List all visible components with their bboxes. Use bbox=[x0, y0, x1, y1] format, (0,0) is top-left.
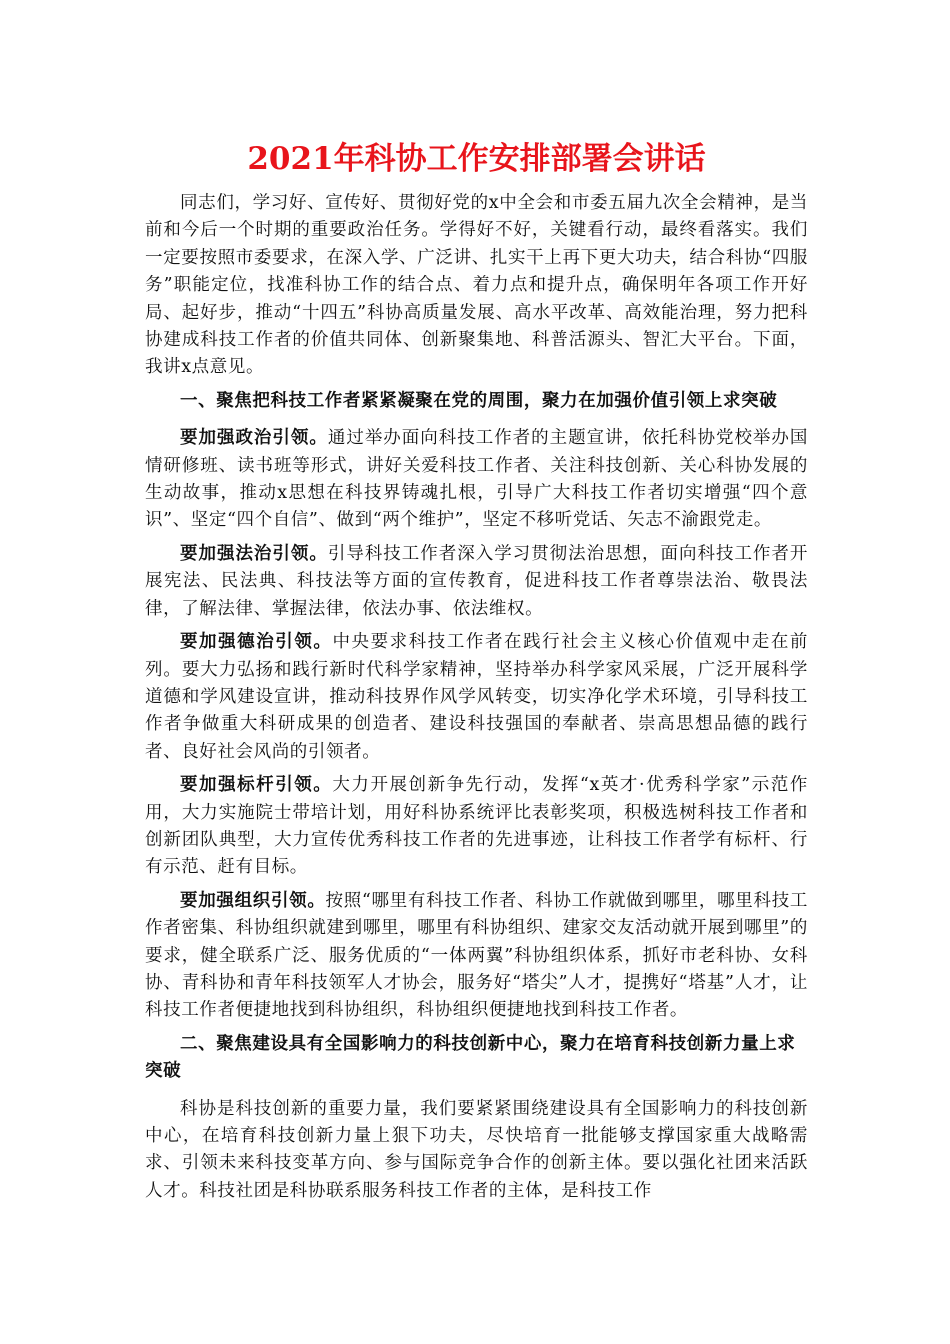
paragraph-lead: 要加强政治引领。 bbox=[180, 428, 328, 449]
document-title: 2021年科协工作安排部署会讲话 bbox=[247, 141, 706, 177]
intro-paragraph: 同志们，学习好、宣传好、贯彻好党的x中全会和市委五届九次全会精神，是当前和今后一个时期的重要政治任务。学得好不好，关键看行动，最终看落实。我们一定要按照市委要求，在深入学、广泛讲、扎实干上再下更大功夫，结合科协“四服务”职能定位，找准科协工作的结合点、着力点和提升点，确保明年各项工作开好局、起好步，推动“十四五”科协高质量发展、高水平改革、高效能治理，努力把科协建成科技工作者的价值共同体、创新聚集地、科普活源头、智汇大平台。下面，我讲x点意见。 bbox=[145, 193, 808, 378]
paragraph-lead: 要加强标杆引领。 bbox=[180, 775, 333, 796]
paragraph-moral-guidance bbox=[145, 629, 808, 766]
paragraph-body: 大力开展创新争先行动，发挥“x英才·优秀科学家”示范作用，大力实施院士带培计划，用好科协系统评比表彰奖项，积极选树科技工作者和创新团队典型，大力宣传优秀科技工作者的先进事迹，让科技工作者学有标杆、行有示范、赶有目标。 bbox=[145, 775, 808, 878]
paragraph-lead: 要加强法治引领。 bbox=[180, 543, 328, 564]
paragraph-lead: 要加强德治引领。 bbox=[180, 632, 333, 653]
paragraph-body: 按照“哪里有科技工作者、科协工作就做到哪里，哪里科技工作者密集、科协组织就建到哪里，哪里有科协组织、建家交友活动就开展到哪里”的要求，健全联系广泛、服务优质的“一体两翼”科协组织体系，抓好市老科协、女科协、青科协和青年科技领军人才协会，服务好“塔尖”人才，提携好“塔基”人才，让科技工作者便捷地找到科协组织，科协组织便捷地找到科技工作者。 bbox=[145, 890, 808, 1021]
paragraph-political-guidance bbox=[145, 425, 808, 535]
section-1-heading: 一、聚焦把科技工作者紧紧凝聚在党的周围，聚力在加强价值引领上求突破 bbox=[180, 390, 778, 411]
paragraph-organizational-guidance bbox=[145, 888, 808, 1025]
paragraph-body: 引导科技工作者深入学习贯彻法治思想，面向科技工作者开展宪法、民法典、科技法等方面的宣传教育，促进科技工作者尊崇法治、敬畏法律，了解法律、掌握法律，依法办事、依法维权。 bbox=[145, 543, 808, 619]
paragraph-lead: 要加强组织引领。 bbox=[180, 890, 326, 911]
paragraph-body: 中央要求科技工作者在践行社会主义核心价值观中走在前列。要大力弘扬和践行新时代科学家精神，坚持举办科学家风采展，广泛开展科学道德和学风建设宣讲，推动科技界作风学风转变，切实净化学术环境，引导科技工作者争做重大科研成果的创造者、建设科技强国的奉献者、崇高思想品德的践行者、良好社会风尚的引领者。 bbox=[145, 632, 808, 762]
paragraph-rule-of-law-guidance bbox=[145, 541, 808, 623]
section-2-paragraph: 科协是科技创新的重要力量，我们要紧紧围绕建设具有全国影响力的科技创新中心，在培育科技创新力量上狠下功夫，尽快培育一批能够支撑国家重大战略需求、引领未来科技变革方向、参与国际竞争合作的创新主体。要以强化社团来活跃人才。科技社团是科协联系服务科技工作者的主体，是科技工作 bbox=[145, 1098, 808, 1201]
paragraph-body: 通过举办面向科技工作者的主题宣讲，依托科协党校举办国情研修班、读书班等形式，讲好关爱科技工作者、关注科技创新、关心科协发展的生动故事，推动x思想在科技界铸魂扎根，引导广大科技工作者切实增强“四个意识”、坚定“四个自信”、做到“两个维护”，坚定不移听党话、矢志不渝跟党走。 bbox=[145, 428, 808, 531]
paragraph-benchmark-guidance bbox=[145, 772, 808, 882]
section-2-heading: 二、聚焦建设具有全国影响力的科技创新中心，聚力在培育科技创新力量上求突破 bbox=[145, 1033, 796, 1082]
